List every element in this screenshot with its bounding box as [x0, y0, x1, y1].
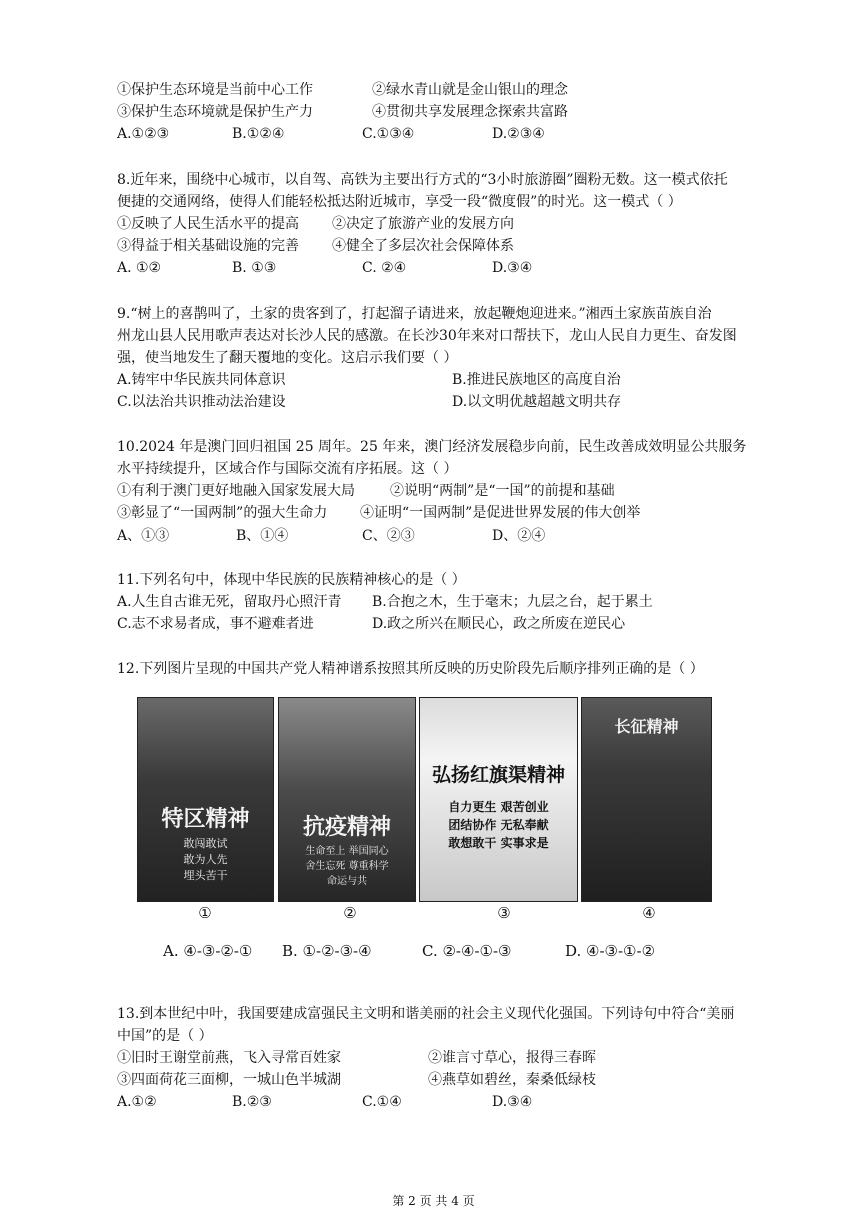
q13-stem-line-1: 13.到本世纪中叶，我国要建成富强民主文明和谐美丽的社会主义现代化强国。下列诗句中符合“美丽 — [117, 1006, 735, 1022]
poster-2-slogan: 生命至上 举国同心 舍生忘死 尊重科学 命运与共 — [305, 846, 389, 887]
q13-statement-1: ①旧时王谢堂前燕，飞入寻常百姓家 — [117, 1050, 341, 1066]
q7-option-b: B.①②④ — [232, 126, 285, 142]
q12-option-c: C. ②-④-①-③ — [422, 942, 512, 960]
q13-option-a: A.①② — [117, 1094, 157, 1110]
q13-statement-4: ④燕草如碧丝，秦桑低绿枝 — [428, 1072, 596, 1088]
q12-stem: 12.下列图片呈现的中国共产党人精神谱系按照其所反映的历史阶段先后顺序排列正确的是（ ） — [117, 661, 704, 677]
poster-2-number: ② — [343, 904, 357, 922]
q11-option-c: C.志不求易者成，事不避难者进 — [117, 616, 314, 632]
q9-option-b: B.推进民族地区的高度自治 — [452, 372, 621, 388]
q12-option-d: D. ④-③-①-② — [565, 942, 656, 960]
q7-option-c: C.①③④ — [362, 126, 415, 142]
q8-option-b: B. ①③ — [232, 260, 277, 276]
q7-option-d: D.②③④ — [492, 126, 545, 142]
q8-stem-line-2: 便捷的交通网络，使得人们能轻松抵达附近城市，享受一段“微度假”的时光。这一模式（ ） — [117, 194, 682, 210]
q7-statement-3: ③保护生态环境就是保护生产力 — [117, 104, 313, 120]
poster-3-red-flag-canal-spirit — [419, 697, 578, 902]
q13-statement-2: ②谁言寸草心，报得三春晖 — [428, 1050, 596, 1066]
q10-option-c: C、②③ — [362, 528, 415, 544]
poster-3-number: ③ — [497, 904, 511, 922]
q9-option-a: A.铸牢中华民族共同体意识 — [117, 372, 286, 388]
q10-statement-3: ③彰显了“一国两制”的强大生命力 — [117, 505, 328, 521]
q7-statement-2: ②绿水青山就是金山银山的理念 — [372, 82, 568, 98]
q8-statement-4: ④健全了多层次社会保障体系 — [332, 238, 514, 254]
q7-statement-1: ①保护生态环境是当前中心工作 — [117, 82, 313, 98]
q10-option-b: B、①④ — [236, 528, 289, 544]
q8-option-d: D.③④ — [492, 260, 533, 276]
q12-option-a: A. ④-③-②-① — [163, 942, 253, 960]
q10-statement-1: ①有利于澳门更好地融入国家发展大局 — [117, 483, 355, 499]
q8-option-c: C. ②④ — [362, 260, 407, 276]
q13-stem-line-2: 中国”的是（ ） — [117, 1028, 213, 1044]
page-footer: 第 2 页 共 4 页 — [392, 1194, 475, 1208]
poster-4-title: 长征精神 — [614, 717, 679, 736]
poster-4-long-march-spirit — [581, 697, 712, 902]
q8-statement-1: ①反映了人民生活水平的提高 — [117, 216, 299, 232]
q10-stem-line-1: 10.2024 年是澳门回归祖国 25 周年。25 年来，澳门经济发展稳步向前，民生改善成效明显公共服务 — [117, 439, 747, 455]
q11-option-d: D.政之所兴在顺民心，政之所废在逆民心 — [372, 616, 626, 632]
poster-3-title: 弘扬红旗渠精神 — [431, 764, 565, 786]
poster-1-number: ① — [198, 904, 212, 922]
q9-option-c: C.以法治共识推动法治建设 — [117, 394, 286, 410]
q13-statement-3: ③四面荷花三面柳，一城山色半城湖 — [117, 1072, 341, 1088]
q10-statement-2: ②说明“两制”是“一国”的前提和基础 — [390, 483, 615, 499]
poster-1-slogan: 敢闯敢试 敢为人先 埋头苦干 — [183, 837, 228, 882]
q10-option-d: D、②④ — [492, 528, 546, 544]
poster-1-special-zone-spirit — [137, 697, 274, 902]
q8-option-a: A. ①② — [117, 260, 162, 276]
q13-option-b: B.②③ — [232, 1094, 272, 1110]
q13-option-d: D.③④ — [492, 1094, 533, 1110]
q8-statement-3: ③得益于相关基础设施的完善 — [117, 238, 299, 254]
q7-statement-4: ④贯彻共享发展理念探索共富路 — [372, 104, 568, 120]
q13-option-c: C.①④ — [362, 1094, 402, 1110]
poster-4-number: ④ — [642, 904, 656, 922]
q10-statement-4: ④证明“一国两制”是促进世界发展的伟大创举 — [360, 505, 641, 521]
q9-stem-line-1: 9.“树上的喜鹊叫了，土家的贵客到了，打起溜子请进来，放起鞭炮迎进来。”湘西土家族苗族自治 — [117, 306, 712, 322]
q8-statement-2: ②决定了旅游产业的发展方向 — [332, 216, 514, 232]
q7-option-a: A.①②③ — [117, 126, 170, 142]
q8-stem-line-1: 8.近年来，围绕中心城市，以自驾、高铁为主要出行方式的“3小时旅游圈”圈粉无数。这一模式依托 — [117, 172, 728, 188]
q9-option-d: D.以文明优越超越文明共存 — [452, 394, 622, 410]
q11-stem: 11.下列名句中，体现中华民族的民族精神核心的是（ ） — [117, 572, 466, 588]
q12-option-b: B. ①-②-③-④ — [282, 942, 372, 960]
q11-option-b: B.合抱之木，生于毫末；九层之台，起于累土 — [372, 594, 653, 610]
poster-2-anti-epidemic-spirit — [278, 697, 416, 902]
q9-stem-line-3: 强，使当地发生了翻天覆地的变化。这启示我们要（ ） — [117, 350, 458, 366]
poster-2-title: 抗疫精神 — [302, 814, 391, 840]
q10-option-a: A、①③ — [117, 528, 170, 544]
q9-stem-line-2: 州龙山县人民用歌声表达对长沙人民的感激。在长沙30年来对口帮扶下，龙山人民自力更生、奋发图 — [117, 328, 737, 344]
q10-stem-line-2: 水平持续提升，区域合作与国际交流有序拓展。这（ ） — [117, 461, 458, 477]
poster-1-title: 特区精神 — [161, 806, 250, 832]
q11-option-a: A.人生自古谁无死，留取丹心照汗青 — [117, 594, 342, 610]
poster-3-slogan: 自力更生 艰苦创业 团结协作 无私奉献 敢想敢干 实事求是 — [448, 800, 549, 850]
